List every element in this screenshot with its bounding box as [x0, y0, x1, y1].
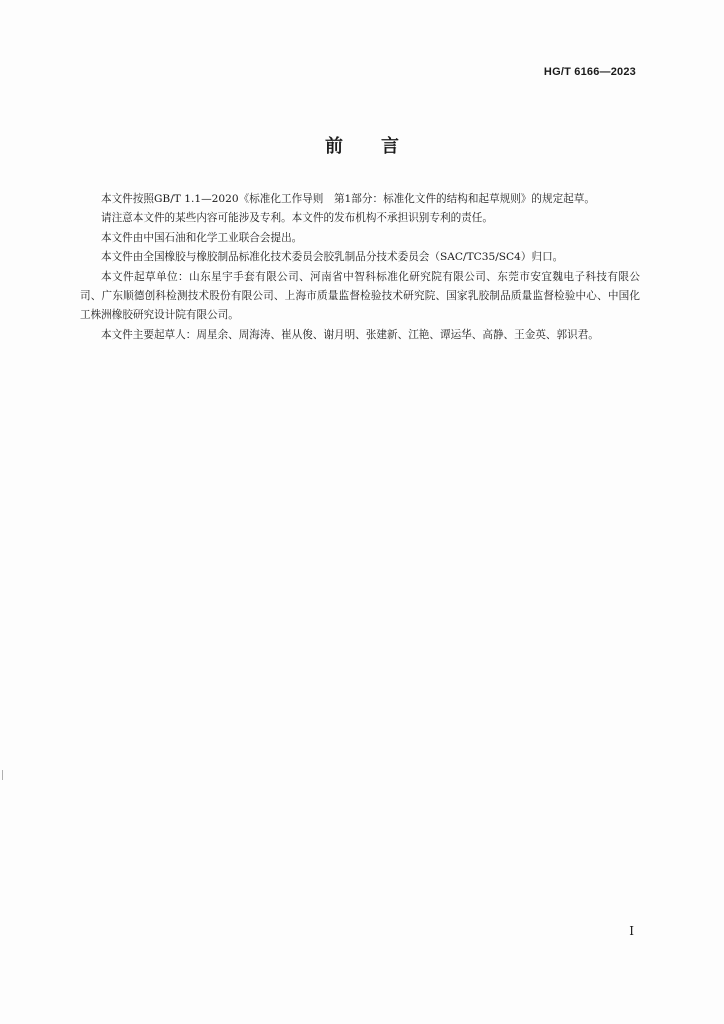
paragraph-proposer: 本文件由中国石油和化学工业联合会提出。 — [101, 231, 303, 244]
paragraph-drafting-rules: 本文件按照GB/T 1.1—2020《标准化工作导则 第1部分：标准化文件的结构和起草规则》的规定起草。 — [101, 193, 595, 205]
standard-code: HG/T 6166—2023 — [543, 66, 636, 78]
page-title: 前言 — [325, 136, 437, 157]
paragraph-drafters: 本文件主要起草人：周星余、周海涛、崔从俊、谢月明、张建新、江艳、谭运华、高静、王金英、郭识君。 — [101, 328, 599, 341]
paragraph-committee: 本文件由全国橡胶与橡胶制品标准化技术委员会胶乳制品分技术委员会（SAC/TC35/SC4）归口。 — [101, 251, 564, 264]
scan-mark — [2, 770, 3, 780]
paragraph-patent-notice: 请注意本文件的某些内容可能涉及专利。本文件的发布机构不承担识别专利的责任。 — [101, 212, 493, 225]
paragraph-drafting-units: 本文件起草单位：山东星宇手套有限公司、河南省中智科标准化研究院有限公司、东莞市安宜魏电子科技有限公司、广东顺德创科检测技术股份有限公司、上海市质量监督检验技术研究院、国家乳胶制品质量监督检验中心、中国化工株洲橡胶研究设计院有限公司。 — [80, 270, 640, 322]
foreword-body — [80, 190, 640, 345]
page-number: I — [629, 924, 634, 938]
